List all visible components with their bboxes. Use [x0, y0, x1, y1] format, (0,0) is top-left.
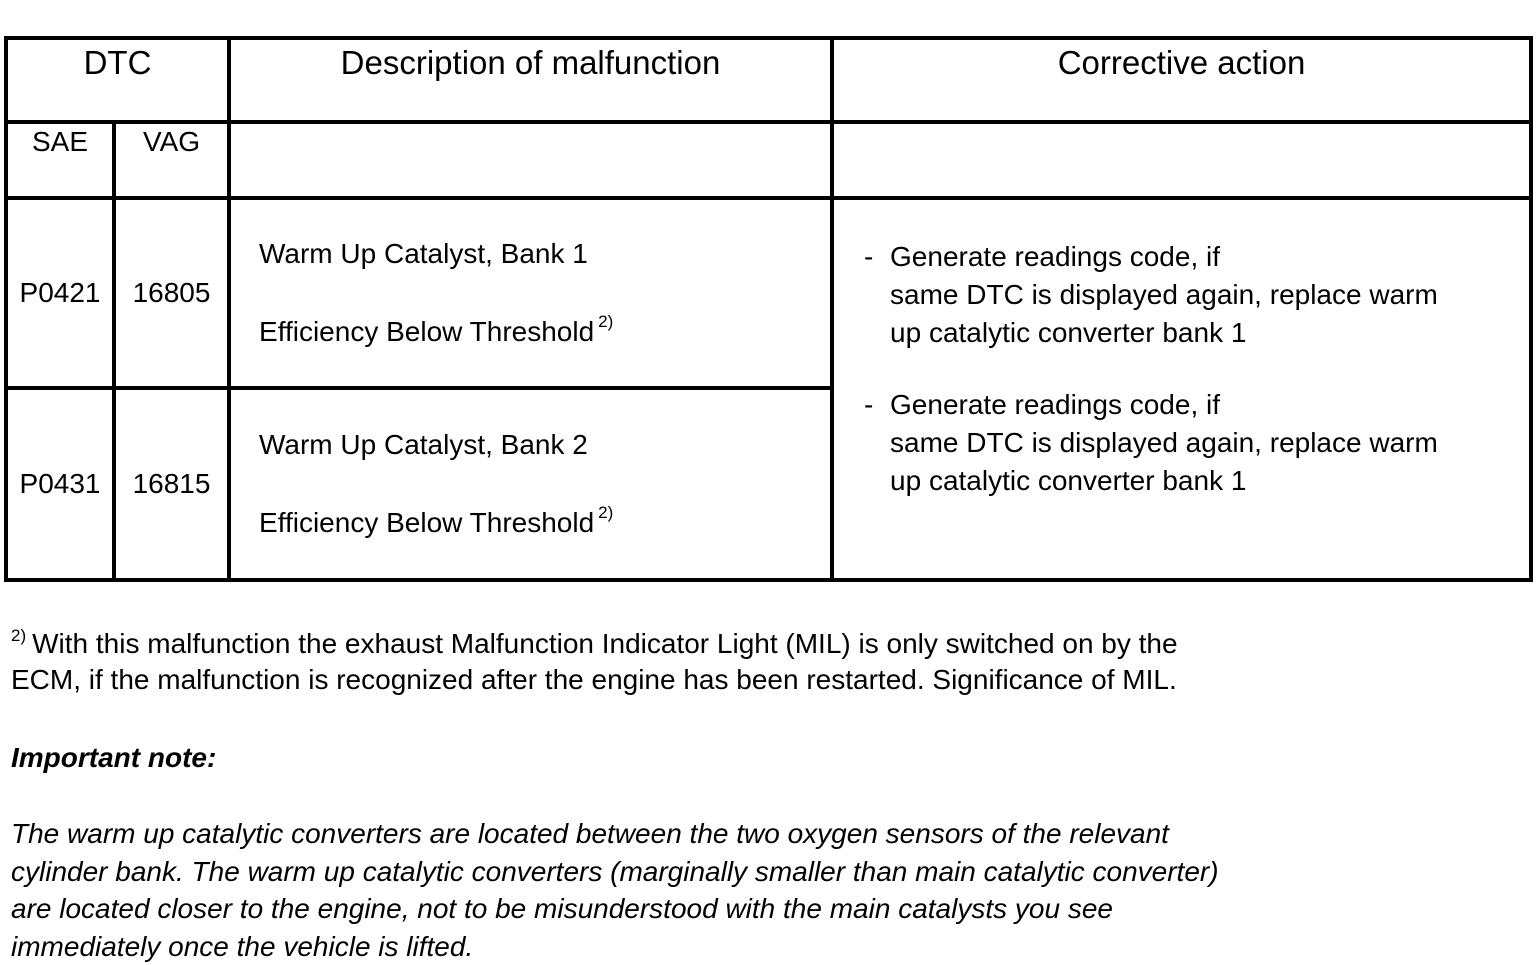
vag-code-cell: 16815 — [114, 388, 229, 580]
footnote-marker: 2) — [598, 312, 613, 331]
description-cell — [229, 388, 832, 580]
table-row — [6, 198, 1531, 388]
footnote-marker: 2) — [598, 503, 613, 522]
note-line: The warm up catalytic converters are located between the two oxygen sensors of the relevant — [11, 815, 1411, 853]
header-action-empty — [832, 122, 1531, 198]
description-cell — [229, 198, 832, 388]
dash-bullet: - — [864, 238, 873, 276]
action-line: Generate readings code, if — [890, 386, 1529, 424]
action-item — [864, 386, 1529, 500]
action-line: Generate readings code, if — [890, 238, 1529, 276]
header-description: Description of malfunction — [229, 38, 832, 122]
note-line: immediately once the vehicle is lifted. — [11, 928, 1411, 965]
description-text: Efficiency Below Threshold — [259, 316, 594, 347]
sae-code-cell: P0421 — [6, 198, 114, 388]
header-vag: VAG — [114, 122, 229, 198]
footnote-text: With this malfunction the exhaust Malfunction Indicator Light (MIL) is only switched on by the — [32, 628, 1177, 659]
sae-code-cell: P0431 — [6, 388, 114, 580]
description-line-with-footnote — [259, 504, 830, 542]
note-line: are located closer to the engine, not to be misunderstood with the main catalysts you see — [11, 890, 1411, 928]
important-note-heading: Important note: — [11, 740, 216, 776]
table-subheader-row — [6, 122, 1531, 198]
description-line-with-footnote — [259, 313, 830, 351]
header-corrective-action: Corrective action — [832, 38, 1531, 122]
dtc-table — [4, 36, 1533, 582]
vag-code-cell: 16805 — [114, 198, 229, 388]
footnote — [11, 626, 1411, 698]
action-item — [864, 238, 1529, 352]
important-note-body — [11, 815, 1411, 965]
action-line: same DTC is displayed again, replace warm — [890, 276, 1529, 314]
description-line: Warm Up Catalyst, Bank 2 — [259, 426, 830, 464]
footnote-line: ECM, if the malfunction is recognized after the engine has been restarted. Significance of MIL. — [11, 662, 1411, 698]
footnote-line — [11, 626, 1411, 662]
footnote-marker: 2) — [11, 626, 26, 645]
corrective-action-cell — [832, 198, 1531, 580]
header-description-empty — [229, 122, 832, 198]
note-line: cylinder bank. The warm up catalytic converters (marginally smaller than main catalytic converter) — [11, 853, 1411, 891]
action-line: up catalytic converter bank 1 — [890, 314, 1529, 352]
table-header-row — [6, 38, 1531, 122]
description-text: Efficiency Below Threshold — [259, 507, 594, 538]
dash-bullet: - — [864, 386, 873, 424]
action-line: up catalytic converter bank 1 — [890, 462, 1529, 500]
header-sae: SAE — [6, 122, 114, 198]
action-line: same DTC is displayed again, replace warm — [890, 424, 1529, 462]
description-line: Warm Up Catalyst, Bank 1 — [259, 235, 830, 273]
header-dtc: DTC — [6, 38, 229, 122]
